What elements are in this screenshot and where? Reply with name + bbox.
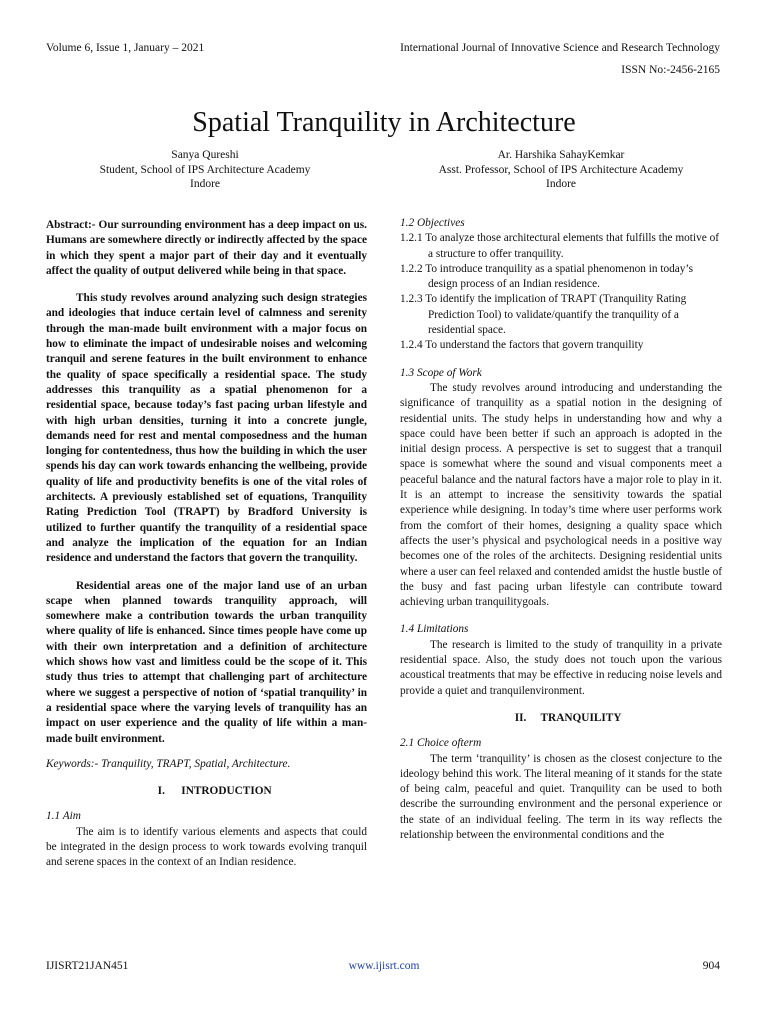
author-city: Indore [189, 178, 220, 190]
journal-name: International Journal of Innovative Science and Research Technology [400, 42, 720, 54]
author-role: Student, School of IPS Architecture Academy [99, 163, 311, 176]
author-role: Asst. Professor, School of IPS Architecture Academy [438, 163, 684, 176]
subsection-heading-limitations: 1.4 Limitations [400, 623, 469, 636]
scope-text: The study revolves around introducing and understanding the significance of tranquility as a spatial notion in the designing of residential units. The study helps in understanding how and why a space could have been better if such an approach is adopted in the initial design process. A perspective is set to suggest that a tranquil space is somewhat where the sound and visual components meet a peaceful balance and the natural factors have a major role to play in it. It is an attempt to increase the sensitivity towards the spatial experience while designing. In today’s time where user performs work from the comfort of their homes, designing a quality space which affects the user’s physical and psychological needs in a positive way becomes one of the roles of the architects. Designing residential units where a user can feel relaxed and contended amidst the hustle bustle of the busy and fast pacing urban lifestyle can contribute toward achieving urban tranquilitygoals. [400, 381, 722, 609]
keywords: Keywords:- Tranquility, TRAPT, Spatial, Architecture. [46, 757, 291, 770]
objective-item: 1.2.3 To identify the implication of TRAPT (Tranquility Rating Prediction Tool) to validate/quantify the tranquility of a residential space. [400, 293, 687, 337]
author-name: Ar. Harshika SahayKemkar [497, 149, 625, 161]
section-number: I. [157, 785, 165, 798]
volume-info: Volume 6, Issue 1, January – 2021 [46, 42, 205, 54]
left-column [46, 218, 367, 871]
author-name: Sanya Qureshi [171, 149, 239, 161]
section-heading-tranquility [400, 711, 722, 726]
objective-item: 1.2.4 To understand the factors that govern tranquility [400, 339, 644, 352]
tranquility-text: The term ‘tranquility’ is chosen as the closest conjecture to the ideology behind this work. The literal meaning of it stands for the state of being calm, peaceful and quiet. Tranquility can be used to both describe the surrounding environment and the personal experience or the state of an individual feeling. The term in its way reflects the relationship between the environmental conditions and the [400, 752, 722, 841]
aim-text: The aim is to identify various elements and aspects that could be integrated in the design process to work towards evolving tranquil and serene spaces in the context of an Indian residence. [46, 825, 367, 869]
objective-item: 1.2.1 To analyze those architectural elements that fulfills the motive of a structure to offer tranquility. [400, 232, 719, 260]
paper-code: IJISRT21JAN451 [46, 960, 129, 972]
author-block-1 [46, 148, 364, 192]
paper-title: Spatial Tranquility in Architecture [192, 106, 576, 138]
journal-link[interactable]: www.ijisrt.com [348, 960, 420, 972]
subsection-heading-aim: 1.1 Aim [46, 810, 81, 823]
abstract-paragraph: Residential areas one of the major land use of an urban scape when planned towards tranquility approach, will somewhere make a contribution towards the urban tranquility where quality of life is enhanced. Since times people have come up with their own interpretation and a definition of architecture which shows how vast and limitless could be the scope of it. This study thus tries to attempt that challenging part of architecture where we suggest a perspective of notion of ‘spatial tranquility’ in a residential space where the varying levels of tranquility has an impact on user experience and the quality of life within a man- made built environment. [46, 579, 367, 745]
abstract [46, 218, 367, 747]
author-city: Indore [545, 178, 576, 190]
right-column [400, 216, 722, 843]
section-title: INTRODUCTION [181, 785, 272, 798]
limitations-text: The research is limited to the study of tranquility in a private residential space. Also, the study does not touch upon the various acoustical treatments that may be effective in reducing noise levels and provide a quiet and tranquilenvironment. [400, 638, 722, 697]
issn: ISSN No:-2456-2165 [621, 64, 720, 76]
page-number: 904 [702, 960, 720, 972]
section-heading-introduction [46, 784, 367, 799]
section-number: II. [514, 711, 527, 724]
section-title: TRANQUILITY [540, 711, 622, 724]
subsection-heading-objectives: 1.2 Objectives [400, 217, 465, 229]
subsection-heading-scope: 1.3 Scope of Work [400, 366, 482, 379]
subsection-heading-choice-of-term: 2.1 Choice ofterm [400, 737, 482, 750]
abstract-paragraph: This study revolves around analyzing such design strategies and ideologies that induce certain level of calmness and serenity through the man-made built environment with a major focus on how to eliminate the impact of undesirable noises and welcoming tranquil and serene features in the built environment to enhance the quality of space specifically a residential space. The study addresses this tranquility as a spatial phenomenon for a residential space, because today’s fast pacing urban lifestyle and with high urban densities, turning it into a concrete jungle, demands need for rest and mental composedness and the human longing for contentedness, thus how the building in which the user spends his day can work towards enhancing the wellbeing, provide quality of life and productivity benefits is one of the vital roles of architects. A previously established set of equations, Tranquility Rating Prediction Tool (TRAPT) by Bradford University is utilized to further quantify the tranquility of a residential space and analyze the implication of the equation for an Indian residence and understand the factors that govern the tranquility. [46, 292, 367, 565]
abstract-paragraph: Abstract:- Our surrounding environment has a deep impact on us. Humans are somewhere directly or indirectly affected by the space in which they spent a major part of their day and it eventually affect the quality of output delivered while being in that space. [46, 219, 367, 277]
author-block-2 [400, 148, 722, 192]
objective-item: 1.2.2 To introduce tranquility as a spatial phenomenon in today’s design process of an Indian residence. [400, 262, 693, 291]
